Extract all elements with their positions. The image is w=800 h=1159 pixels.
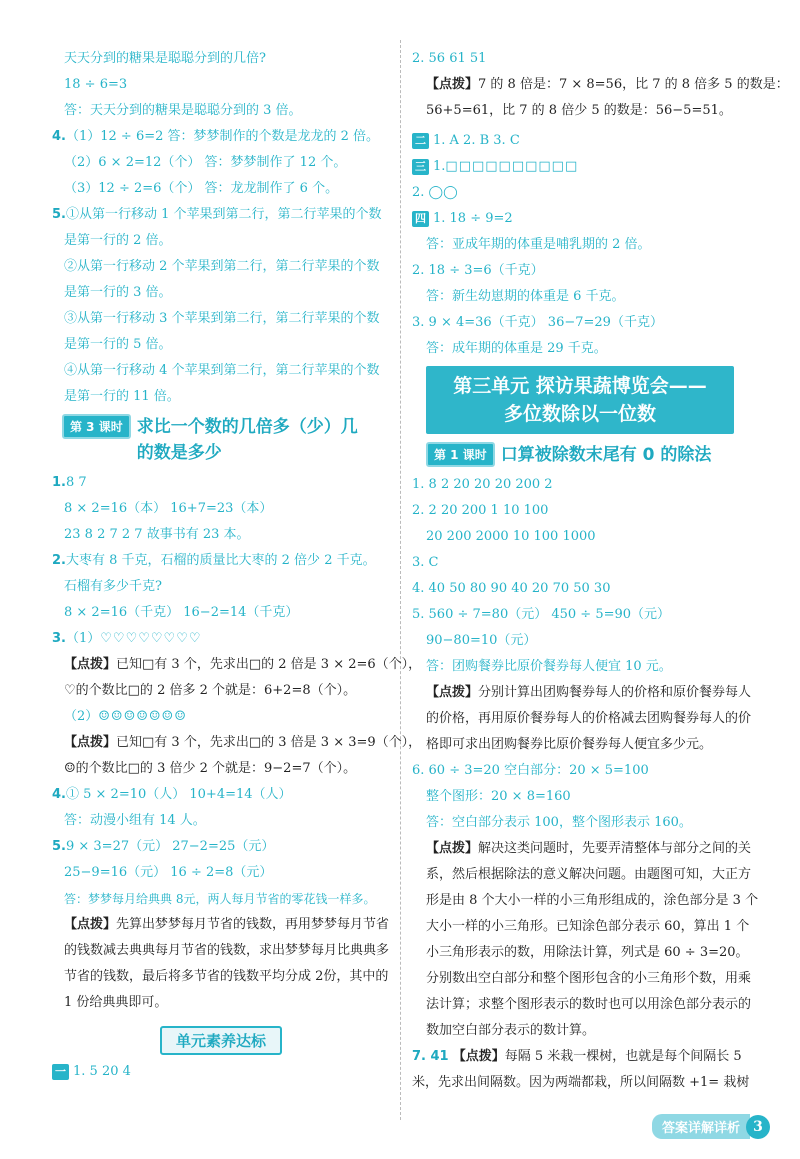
answer-line: 5. 560 ÷ 7=80（元） 450 ÷ 5=90（元） [412,607,671,622]
lesson-header [62,414,390,466]
answer-line: 2. 2 20 200 1 10 100 [412,503,549,518]
tip-paragraph: 7. 41 【点拨】每隔 5 米栽一棵树，也就是每个间隔长 5 米，先求出间隔数。因为两端都栽，所以间隔数 +1= 栽树 [412,1049,750,1090]
answer-line: 答：新生幼崽期的体重是 6 千克。 [426,289,625,304]
answer-line: 90−80=10（元） [426,633,537,648]
answer-line: 答：亚成年期的体重是哺乳期的 2 倍。 [426,237,651,252]
lesson-header [426,442,762,468]
answer-line: 2.大枣有 8 千克，石榴的质量比大枣的 2 倍少 2 千克。 [52,553,376,568]
answer-line: 2. 56 61 51 [412,51,487,66]
tip-line: 【点拨】已知□有 3 个，先求出□的 2 倍是 3 × 2=6（个）， [64,657,422,672]
answer-line: 3. 9 × 4=36（千克） 36−7=29（千克） [412,315,663,330]
unit-title-line: 多位数除以一位数 [503,403,656,425]
section-mark-1: 一 [52,1064,69,1080]
answer-line: 5.9 × 3=27（元） 27−2=25（元） [52,839,275,854]
unit-title-line: 第三单元 探访果蔬博览会—— [453,375,707,397]
unit-title-banner [426,366,734,434]
lesson-badge: 第 3 课时 [62,414,131,439]
answer-line: 25−9=16（元） 16 ÷ 2=8（元） [64,865,273,880]
tip-line: 【点拨】7 的 8 倍是：7 × 8=56，比 7 的 8 倍多 5 的数是： [426,77,789,92]
answer-line: 是第一行的 3 倍。 [64,285,172,300]
tip-line: ☺的个数比□的 3 倍少 2 个就是：9−2=7（个）。 [64,761,357,776]
answer-line: 一 1. 5 20 4 [52,1059,390,1085]
answer-line: 答：空白部分表示 100，整个图形表示 160。 [426,815,692,830]
footer-label: 答案详解详析 [652,1114,750,1139]
answer-line: 6. 60 ÷ 3=20 空白部分：20 × 5=100 [412,763,649,778]
tip-line: 【点拨】已知□有 3 个，先求出□的 3 倍是 3 × 3=9（个）， [64,735,422,750]
answer-line: 4. 40 50 80 90 40 20 70 50 30 [412,581,611,596]
tip-line: ♡的个数比□的 2 倍多 2 个就是：6+2=8（个）。 [64,683,357,698]
heart-icons: ♡♡♡♡♡♡♡♡ [100,631,202,646]
answer-line: 3.（1）♡♡♡♡♡♡♡♡ [52,631,202,646]
answer-line: 整个图形：20 × 8=160 [426,789,571,804]
lesson-title: 的数是多少 [136,443,222,463]
section-mark-3: 三 [412,159,429,175]
answer-line: 1.8 7 [52,475,87,490]
section-mark-2: 二 [412,133,429,149]
page-number: 3 [746,1115,770,1139]
answer-line: 8 × 2=16（千克） 16−2=14（千克） [64,605,299,620]
answer-line: 答：天天分到的糖果是聪聪分到的 3 倍。 [64,103,302,118]
square-icons: □□□□□□□□□□ [445,159,579,174]
answer-line: 答：成年期的体重是 29 千克。 [426,341,607,356]
answer-line: 是第一行的 5 倍。 [64,337,172,352]
answer-line: （2）6 × 2=12（个） 答：梦梦制作了 12 个。 [64,155,347,170]
answer-line: 20 200 2000 10 100 1000 [426,529,596,544]
answer-line: 二 1. A 2. B 3. C [412,128,762,154]
lesson-title: 求比一个数的几倍多（少）几 [136,417,358,437]
section-mark-4: 四 [412,211,429,227]
answer-line: 是第一行的 2 倍。 [64,233,172,248]
answer-line: ④从第一行移动 4 个苹果到第二行，第二行苹果的个数 [64,363,380,378]
unit-quality-badge: 单元素养达标 [160,1026,282,1055]
answer-line: 3. C [412,555,439,570]
page-footer [652,1114,770,1139]
answer-line: 4.① 5 × 2=10（人） 10+4=14（人） [52,787,292,802]
unit-section [52,1026,390,1055]
answer-line: 18 ÷ 6=3 [64,77,128,92]
lesson-badge: 第 1 课时 [426,442,495,467]
tip-paragraph: 【点拨】解决这类问题时，先要弄清整体与部分之间的关系，然后根据除法的意义解决问题。由题图可知，大正方形是由 8 个大小一样的小三角形组成的，涂色部分是 3 个大小一样的小三角形。已知涂色部分表示 60，算出 1 个小三角形表示的数，用除法计算，列式是 60 ÷ 3=20。分别数出空白部分和整个图形包含的小三角形个数，用乘法计算；求整个图形表示的数时也可以用涂色部分表示的数加空白部分表示的数计算。 [426,841,759,1038]
tip-paragraph: 【点拨】分别计算出团购餐券每人的价格和原价餐券每人的价格，再用原价餐券每人的价格减去团购餐券每人的价格即可求出团购餐券比原价餐券每人便宜多少元。 [426,685,752,752]
left-column [52,46,422,1085]
answer-line: 三 1.□□□□□□□□□□ [412,154,762,180]
answer-line: （2）☺☺☺☺☺☺☺ [64,709,187,724]
answer-line: 4.（1）12 ÷ 6=2 答：梦梦制作的个数是龙龙的 2 倍。 [52,129,380,144]
answer-line: 答：动漫小组有 14 人。 [64,813,206,828]
answer-line: 是第一行的 11 倍。 [64,389,180,404]
tip-line: 56+5=61，比 7 的 8 倍少 5 的数是：56−5=51。 [426,103,732,118]
answer-line: 8 × 2=16（本） 16+7=23（本） [64,501,273,516]
tip-paragraph: 【点拨】先算出梦梦每月节省的钱数，再用梦梦每月节省的钱数减去典典每月节省的钱数，求出梦梦每月比典典多节省的钱数，最后将多节省的钱数平均分成 2份，其中的 1 份给典典即可。 [64,917,390,1010]
answer-line: 2. ◯◯ [412,185,458,200]
answer-line: 23 8 2 7 2 7 故事书有 23 本。 [64,527,250,542]
column-divider [400,40,401,1120]
lesson-title: 口算被除数末尾有 0 的除法 [500,445,712,465]
right-column [412,46,789,1096]
answer-line: 答：梦梦每月给典典 8元，两人每月节省的零花钱一样多。 [64,892,376,906]
answer-line: ②从第一行移动 2 个苹果到第二行，第二行苹果的个数 [64,259,380,274]
answer-line: ③从第一行移动 3 个苹果到第二行，第二行苹果的个数 [64,311,380,326]
answer-line: 答：团购餐券比原价餐券每人便宜 10 元。 [426,659,672,674]
answer-line: 四 1. 18 ÷ 9=2 [412,206,762,232]
answer-line: 1. 8 2 20 20 20 200 2 [412,477,553,492]
answer-line: （3）12 ÷ 2=6（个） 答：龙龙制作了 6 个。 [64,181,339,196]
answer-line: 2. 18 ÷ 3=6（千克） [412,263,544,278]
answer-line: 石榴有多少千克? [64,579,162,594]
answer-line: 天天分到的糖果是聪聪分到的几倍? [64,51,266,66]
smiley-icons: ☺☺☺☺☺☺☺ [98,709,187,724]
answer-line: 5.①从第一行移动 1 个苹果到第二行，第二行苹果的个数 [52,207,382,222]
